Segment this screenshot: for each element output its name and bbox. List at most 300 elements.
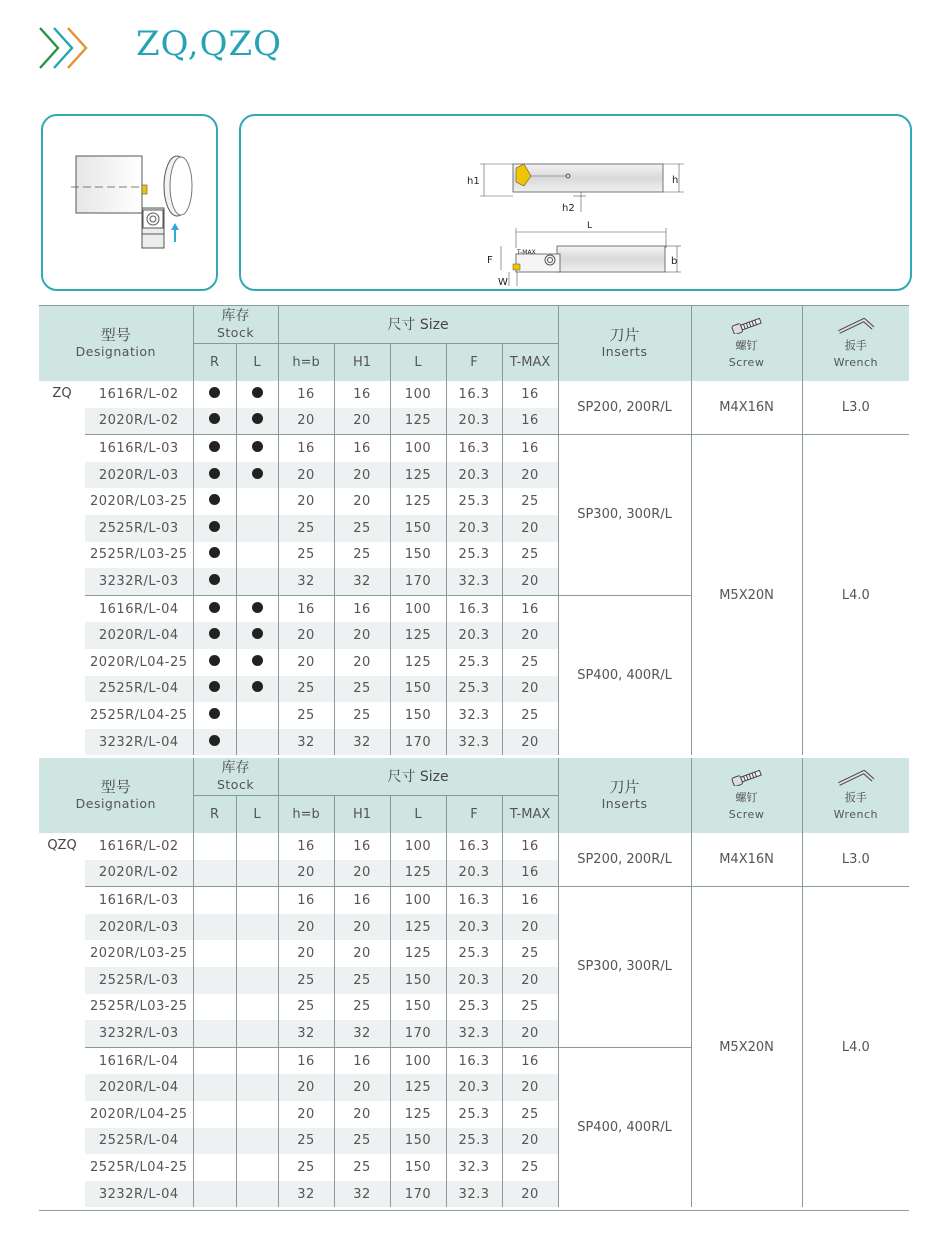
size-F-cell: 32.3 [446, 568, 502, 595]
screw-header: 螺钉 Screw [691, 758, 802, 833]
size-h1-cell: 16 [334, 833, 390, 860]
dim-label-h1: h1 [467, 176, 480, 187]
size-t-cell: 20 [502, 1181, 558, 1208]
size-L-cell: 125 [390, 1101, 446, 1128]
size-L-cell: 100 [390, 595, 446, 622]
size-t-cell: 20 [502, 1074, 558, 1101]
size-L-cell: 170 [390, 729, 446, 756]
stock-l-cell [236, 515, 278, 542]
size-h1-cell: 32 [334, 1181, 390, 1208]
size-h1-cell: 25 [334, 1154, 390, 1181]
size-L-cell: 150 [390, 967, 446, 994]
in-stock-dot-icon [252, 655, 263, 666]
dimension-drawing [239, 114, 912, 291]
stock-r-cell [193, 676, 236, 703]
size-L-cell: 125 [390, 488, 446, 515]
size-h1-cell: 25 [334, 967, 390, 994]
size-hb-cell: 16 [278, 435, 334, 462]
in-stock-dot-icon [252, 602, 263, 613]
size-L-cell: 170 [390, 568, 446, 595]
stock-l-cell [236, 914, 278, 941]
bottom-divider [39, 1210, 909, 1211]
stock-l-header: L [236, 796, 278, 834]
stock-r-cell [193, 1154, 236, 1181]
designation-header: 型号 Designation [39, 758, 193, 833]
size-hb-cell: 25 [278, 676, 334, 703]
stock-r-cell [193, 702, 236, 729]
in-stock-dot-icon [209, 547, 220, 558]
size-hb-cell: 32 [278, 729, 334, 756]
size-h1-cell: 25 [334, 702, 390, 729]
wrench-cell: L4.0 [802, 887, 909, 1208]
stock-r-cell [193, 967, 236, 994]
in-stock-dot-icon [209, 681, 220, 692]
designation-cell: 2020R/L03-25 [90, 494, 188, 510]
designation-cell: 2525R/L-04 [85, 1128, 193, 1155]
size-h1-cell: 16 [334, 887, 390, 914]
page-title: ZQ,QZQ [136, 24, 282, 64]
size-t-cell: 16 [502, 1047, 558, 1074]
spec-table-zq [39, 305, 909, 755]
size-h1-cell: 20 [334, 860, 390, 887]
stock-l-cell [236, 887, 278, 914]
size-t-cell: 25 [502, 649, 558, 676]
size-hb-cell: 16 [278, 381, 334, 408]
in-stock-dot-icon [209, 521, 220, 532]
wrench-header: 扳手 Wrench [802, 758, 909, 833]
size-h1-cell: 20 [334, 488, 390, 515]
screw-cell: M4X16N [691, 381, 802, 435]
stock-r-cell [193, 940, 236, 967]
size-L-cell: 125 [390, 408, 446, 435]
size-hb-cell: 20 [278, 488, 334, 515]
wrench-icon [836, 316, 876, 334]
dim-label-L: L [587, 221, 593, 231]
col-tmax-header: T-MAX [502, 796, 558, 834]
size-t-cell: 16 [502, 860, 558, 887]
designation-cell: 3232R/L-04 [85, 1181, 193, 1208]
wrench-icon [836, 768, 876, 786]
size-hb-cell: 25 [278, 1154, 334, 1181]
size-F-cell: 16.3 [446, 887, 502, 914]
size-h1-cell: 20 [334, 1101, 390, 1128]
stock-l-cell [236, 542, 278, 569]
size-hb-cell: 16 [278, 595, 334, 622]
stock-l-cell [236, 1181, 278, 1208]
stock-l-cell [236, 381, 278, 408]
table-header [39, 758, 909, 833]
size-t-cell: 25 [502, 1154, 558, 1181]
size-F-cell: 20.3 [446, 1074, 502, 1101]
size-hb-cell: 25 [278, 1128, 334, 1155]
size-hb-cell: 20 [278, 408, 334, 435]
stock-r-cell [193, 381, 236, 408]
size-L-cell: 100 [390, 833, 446, 860]
dim-label-tmax: T-MAX [517, 249, 536, 256]
stock-r-cell [193, 408, 236, 435]
stock-l-cell [236, 649, 278, 676]
table-header [39, 306, 909, 382]
designation-cell: 1616R/L-02 [98, 838, 179, 854]
table-row [39, 887, 909, 914]
size-L-cell: 125 [390, 622, 446, 649]
size-h1-cell: 32 [334, 729, 390, 756]
col-h1-header: H1 [334, 796, 390, 834]
size-L-cell: 125 [390, 1074, 446, 1101]
stock-l-cell [236, 1020, 278, 1047]
size-L-cell: 150 [390, 515, 446, 542]
in-stock-dot-icon [209, 708, 220, 719]
size-hb-cell: 20 [278, 1101, 334, 1128]
stock-l-cell [236, 408, 278, 435]
size-L-cell: 150 [390, 1154, 446, 1181]
stock-r-cell [193, 860, 236, 887]
size-L-cell: 150 [390, 542, 446, 569]
in-stock-dot-icon [209, 387, 220, 398]
size-h1-cell: 16 [334, 381, 390, 408]
designation-cell: 2020R/L-04 [85, 1074, 193, 1101]
size-L-cell: 100 [390, 1047, 446, 1074]
designation-cell: 3232R/L-03 [85, 1020, 193, 1047]
col-l-header: L [390, 344, 446, 382]
size-t-cell: 20 [502, 515, 558, 542]
size-header: 尺寸 Size [278, 306, 558, 344]
stock-l-cell [236, 1128, 278, 1155]
designation-cell: 1616R/L-04 [98, 1053, 179, 1069]
size-hb-cell: 20 [278, 914, 334, 941]
size-h1-cell: 16 [334, 435, 390, 462]
size-F-cell: 20.3 [446, 515, 502, 542]
stock-r-cell [193, 729, 236, 756]
size-hb-cell: 32 [278, 568, 334, 595]
size-h1-cell: 16 [334, 595, 390, 622]
size-F-cell: 20.3 [446, 967, 502, 994]
size-F-cell: 25.3 [446, 1128, 502, 1155]
stock-r-cell [193, 1181, 236, 1208]
stock-r-cell [193, 622, 236, 649]
size-F-cell: 25.3 [446, 649, 502, 676]
size-hb-cell: 20 [278, 649, 334, 676]
stock-l-cell [236, 462, 278, 489]
size-t-cell: 16 [502, 595, 558, 622]
size-hb-cell: 20 [278, 622, 334, 649]
size-hb-cell: 32 [278, 1020, 334, 1047]
designation-cell: 2525R/L-03 [85, 967, 193, 994]
size-t-cell: 20 [502, 676, 558, 703]
size-F-cell: 32.3 [446, 702, 502, 729]
designation-cell: 2525R/L03-25 [90, 547, 188, 563]
stock-l-cell [236, 833, 278, 860]
stock-r-header: R [193, 796, 236, 834]
stock-l-cell [236, 860, 278, 887]
stock-l-cell [236, 1047, 278, 1074]
insert-cell: SP300, 300R/L [558, 887, 691, 1048]
size-h1-cell: 20 [334, 914, 390, 941]
screw-cell: M5X20N [691, 887, 802, 1208]
size-L-cell: 125 [390, 860, 446, 887]
size-hb-cell: 32 [278, 1181, 334, 1208]
size-F-cell: 16.3 [446, 595, 502, 622]
col-hb-header: h=b [278, 344, 334, 382]
stock-r-cell [193, 649, 236, 676]
size-L-cell: 125 [390, 940, 446, 967]
size-F-cell: 20.3 [446, 860, 502, 887]
in-stock-dot-icon [209, 574, 220, 585]
size-hb-cell: 25 [278, 542, 334, 569]
size-hb-cell: 25 [278, 702, 334, 729]
stock-r-cell [193, 488, 236, 515]
in-stock-dot-icon [209, 655, 220, 666]
in-stock-dot-icon [209, 735, 220, 746]
dim-label-F: F [487, 255, 493, 266]
table-row [39, 381, 909, 408]
size-h1-cell: 20 [334, 649, 390, 676]
size-L-cell: 100 [390, 887, 446, 914]
size-L-cell: 100 [390, 435, 446, 462]
screw-icon [730, 316, 764, 334]
designation-cell: 1616R/L-03 [98, 892, 179, 908]
stock-header: 库存 Stock [193, 306, 278, 344]
stock-r-header: R [193, 344, 236, 382]
size-F-cell: 32.3 [446, 1020, 502, 1047]
series-prefix: ZQ [52, 386, 72, 401]
insert-cell: SP200, 200R/L [558, 833, 691, 887]
size-L-cell: 170 [390, 1181, 446, 1208]
size-F-cell: 20.3 [446, 408, 502, 435]
size-hb-cell: 20 [278, 1074, 334, 1101]
stock-l-cell [236, 702, 278, 729]
insert-cell: SP400, 400R/L [558, 1047, 691, 1207]
stock-l-header: L [236, 344, 278, 382]
size-L-cell: 150 [390, 702, 446, 729]
in-stock-dot-icon [252, 413, 263, 424]
designation-cell: 2020R/L-02 [85, 860, 193, 887]
in-stock-dot-icon [209, 468, 220, 479]
in-stock-dot-icon [252, 387, 263, 398]
size-L-cell: 150 [390, 676, 446, 703]
size-t-cell: 25 [502, 994, 558, 1021]
stock-l-cell [236, 1101, 278, 1128]
size-h1-cell: 25 [334, 542, 390, 569]
designation-cell: 2020R/L04-25 [90, 1106, 188, 1122]
size-L-cell: 125 [390, 914, 446, 941]
size-t-cell: 16 [502, 381, 558, 408]
size-L-cell: 100 [390, 381, 446, 408]
size-hb-cell: 20 [278, 940, 334, 967]
size-hb-cell: 25 [278, 967, 334, 994]
size-hb-cell: 20 [278, 860, 334, 887]
size-L-cell: 150 [390, 1128, 446, 1155]
size-F-cell: 32.3 [446, 1181, 502, 1208]
size-F-cell: 32.3 [446, 729, 502, 756]
designation-cell: 2525R/L04-25 [90, 1159, 188, 1175]
inserts-header: 刀片 Inserts [558, 758, 691, 833]
stock-l-cell [236, 1074, 278, 1101]
size-t-cell: 20 [502, 462, 558, 489]
col-f-header: F [446, 344, 502, 382]
size-h1-cell: 25 [334, 1128, 390, 1155]
size-F-cell: 32.3 [446, 1154, 502, 1181]
screw-icon [730, 768, 764, 786]
dim-label-h: h [672, 175, 679, 186]
designation-cell: 2020R/L-02 [85, 408, 193, 435]
in-stock-dot-icon [209, 602, 220, 613]
col-f-header: F [446, 796, 502, 834]
size-t-cell: 25 [502, 542, 558, 569]
size-h1-cell: 16 [334, 1047, 390, 1074]
size-F-cell: 25.3 [446, 542, 502, 569]
stock-l-cell [236, 595, 278, 622]
stock-r-cell [193, 994, 236, 1021]
size-t-cell: 20 [502, 1020, 558, 1047]
in-stock-dot-icon [252, 468, 263, 479]
size-F-cell: 25.3 [446, 994, 502, 1021]
in-stock-dot-icon [209, 413, 220, 424]
size-h1-cell: 20 [334, 940, 390, 967]
designation-cell: 2525R/L-04 [85, 676, 193, 703]
in-stock-dot-icon [252, 681, 263, 692]
screw-header: 螺钉 Screw [691, 306, 802, 382]
size-t-cell: 20 [502, 967, 558, 994]
stock-l-cell [236, 568, 278, 595]
stock-r-cell [193, 435, 236, 462]
inserts-header: 刀片 Inserts [558, 306, 691, 382]
size-h1-cell: 20 [334, 622, 390, 649]
col-h1-header: H1 [334, 344, 390, 382]
stock-r-cell [193, 515, 236, 542]
size-L-cell: 170 [390, 1020, 446, 1047]
size-h1-cell: 32 [334, 1020, 390, 1047]
size-hb-cell: 16 [278, 887, 334, 914]
designation-cell: 1616R/L-02 [98, 386, 179, 402]
stock-r-cell [193, 1128, 236, 1155]
size-F-cell: 16.3 [446, 381, 502, 408]
size-t-cell: 16 [502, 887, 558, 914]
size-hb-cell: 25 [278, 515, 334, 542]
table-row [39, 833, 909, 860]
designation-cell: 2020R/L-04 [85, 622, 193, 649]
size-t-cell: 25 [502, 488, 558, 515]
table-body [39, 833, 909, 1207]
size-t-cell: 20 [502, 914, 558, 941]
designation-cell: 2020R/L-03 [85, 914, 193, 941]
size-t-cell: 16 [502, 435, 558, 462]
wrench-header: 扳手 Wrench [802, 306, 909, 382]
size-h1-cell: 25 [334, 676, 390, 703]
designation-cell: 2020R/L04-25 [90, 654, 188, 670]
stock-r-cell [193, 595, 236, 622]
size-F-cell: 25.3 [446, 676, 502, 703]
stock-r-cell [193, 1101, 236, 1128]
stock-l-cell [236, 488, 278, 515]
size-t-cell: 16 [502, 408, 558, 435]
designation-cell: 2525R/L04-25 [90, 707, 188, 723]
col-l-header: L [390, 796, 446, 834]
designation-cell: 1616R/L-04 [98, 601, 179, 617]
screw-cell: M4X16N [691, 833, 802, 887]
size-hb-cell: 16 [278, 833, 334, 860]
wrench-cell: L4.0 [802, 435, 909, 756]
series-prefix: QZQ [47, 838, 77, 853]
designation-cell: 2525R/L03-25 [90, 999, 188, 1015]
size-F-cell: 16.3 [446, 833, 502, 860]
insert-cell: SP300, 300R/L [558, 435, 691, 596]
dim-label-b: b [671, 256, 678, 267]
size-F-cell: 25.3 [446, 940, 502, 967]
in-stock-dot-icon [209, 441, 220, 452]
size-t-cell: 25 [502, 1101, 558, 1128]
stock-r-cell [193, 914, 236, 941]
size-h1-cell: 20 [334, 1074, 390, 1101]
size-L-cell: 125 [390, 649, 446, 676]
dim-label-h2: h2 [562, 203, 575, 214]
size-F-cell: 20.3 [446, 462, 502, 489]
designation-cell: 2020R/L-03 [85, 462, 193, 489]
stock-r-cell [193, 462, 236, 489]
stock-l-cell [236, 729, 278, 756]
table-body [39, 381, 909, 755]
size-t-cell: 16 [502, 833, 558, 860]
designation-cell: 1616R/L-03 [98, 440, 179, 456]
size-L-cell: 125 [390, 462, 446, 489]
stock-l-cell [236, 967, 278, 994]
chevron-logo-icon [38, 24, 98, 72]
size-hb-cell: 16 [278, 1047, 334, 1074]
stock-l-cell [236, 435, 278, 462]
stock-l-cell [236, 622, 278, 649]
size-F-cell: 16.3 [446, 435, 502, 462]
insert-cell: SP400, 400R/L [558, 595, 691, 755]
size-t-cell: 20 [502, 622, 558, 649]
size-h1-cell: 32 [334, 568, 390, 595]
stock-r-cell [193, 542, 236, 569]
size-F-cell: 16.3 [446, 1047, 502, 1074]
size-h1-cell: 25 [334, 515, 390, 542]
spec-table-qzq [39, 758, 909, 1207]
stock-r-cell [193, 568, 236, 595]
stock-r-cell [193, 1020, 236, 1047]
designation-cell: 3232R/L-03 [85, 568, 193, 595]
application-diagram [41, 114, 218, 291]
stock-l-cell [236, 676, 278, 703]
in-stock-dot-icon [252, 441, 263, 452]
insert-cell: SP200, 200R/L [558, 381, 691, 435]
size-hb-cell: 25 [278, 994, 334, 1021]
table-row [39, 435, 909, 462]
stock-r-cell [193, 833, 236, 860]
col-hb-header: h=b [278, 796, 334, 834]
size-F-cell: 20.3 [446, 622, 502, 649]
size-L-cell: 150 [390, 994, 446, 1021]
size-t-cell: 20 [502, 729, 558, 756]
designation-cell: 3232R/L-04 [85, 729, 193, 756]
stock-l-cell [236, 1154, 278, 1181]
stock-r-cell [193, 1074, 236, 1101]
col-tmax-header: T-MAX [502, 344, 558, 382]
dim-label-W: W [498, 277, 508, 288]
in-stock-dot-icon [209, 628, 220, 639]
size-F-cell: 25.3 [446, 488, 502, 515]
screw-cell: M5X20N [691, 435, 802, 756]
in-stock-dot-icon [209, 494, 220, 505]
size-F-cell: 20.3 [446, 914, 502, 941]
stock-l-cell [236, 940, 278, 967]
size-header: 尺寸 Size [278, 758, 558, 796]
size-hb-cell: 20 [278, 462, 334, 489]
size-h1-cell: 20 [334, 408, 390, 435]
in-stock-dot-icon [252, 628, 263, 639]
size-h1-cell: 25 [334, 994, 390, 1021]
